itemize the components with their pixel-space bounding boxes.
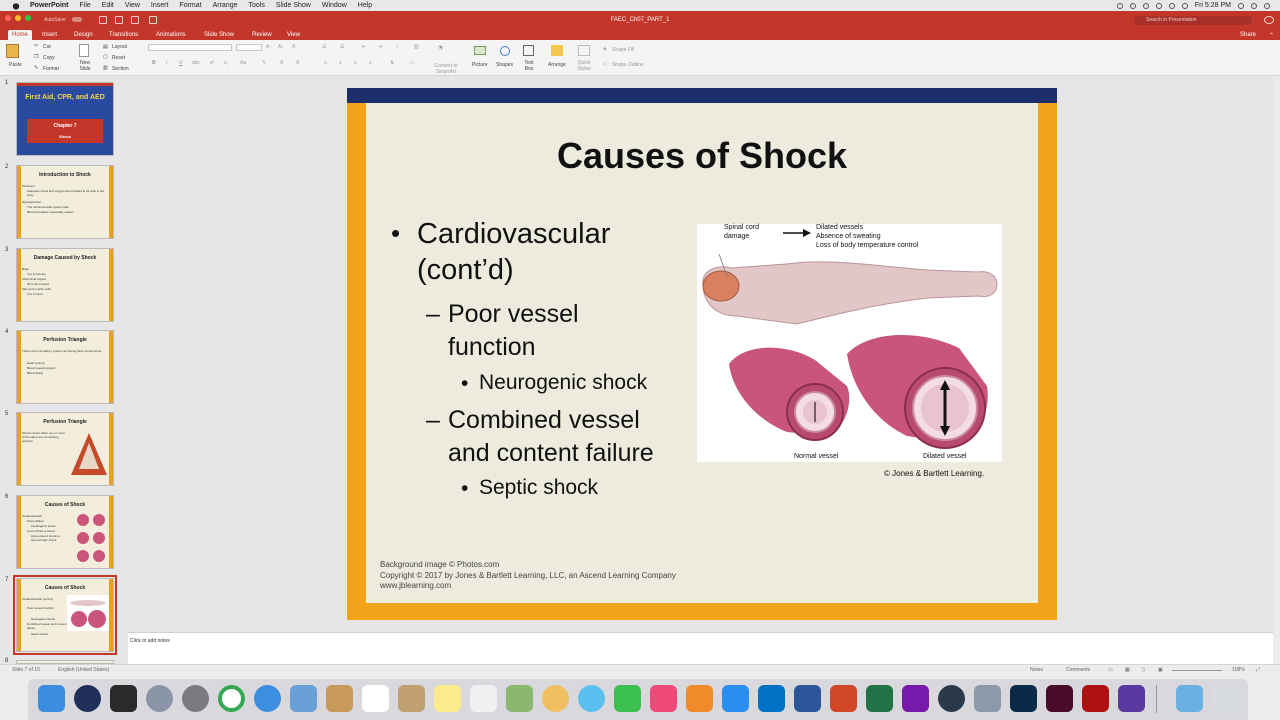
- autosave-label: AutoSave: [44, 17, 66, 23]
- quick-styles-button[interactable]: Quick Styles: [577, 60, 591, 72]
- thumb-line: 3 to 6 hours: [27, 292, 43, 296]
- scissors-icon[interactable]: ✂: [34, 43, 39, 49]
- tab-view[interactable]: View: [287, 32, 300, 38]
- thumb-subtitle: Chapter 7: [53, 123, 77, 129]
- thumb-number: 8: [5, 658, 9, 664]
- label-loss-of-temperature-control: Loss of body temperature control: [816, 242, 919, 249]
- user-icon[interactable]: [1251, 3, 1257, 9]
- bullets-icon[interactable]: ☰: [322, 44, 327, 50]
- slide-sorter-icon[interactable]: ▦: [1125, 667, 1130, 673]
- new-slide-button[interactable]: New Slide: [79, 60, 91, 72]
- spotlight-icon[interactable]: [1238, 3, 1244, 9]
- clear-format-icon[interactable]: A: [292, 44, 296, 50]
- text-box-icon[interactable]: [523, 45, 534, 56]
- slide[interactable]: [347, 88, 1057, 620]
- columns-icon[interactable]: ▥: [414, 44, 419, 50]
- menu-tools[interactable]: Tools: [248, 2, 265, 9]
- slide-thumbnail-3[interactable]: [16, 248, 114, 322]
- thumb-line: Brain: [22, 267, 30, 271]
- finder-icon[interactable]: [38, 685, 65, 712]
- font-color-icon[interactable]: A: [280, 60, 284, 66]
- thumb-line: Blood vessels (pipes): [27, 366, 56, 370]
- thumb-line: Septic shock: [31, 632, 49, 636]
- label-dilated-vessels: Dilated vessels: [816, 224, 864, 231]
- thumb-title: Perfusion Triangle: [43, 337, 87, 343]
- label-dilated-vessel: Dilated vessel: [923, 453, 967, 460]
- chrome-icon[interactable]: [218, 685, 245, 712]
- status-icon[interactable]: [1130, 3, 1136, 9]
- fit-slide-icon[interactable]: ⤢: [1256, 667, 1261, 673]
- decrease-font-icon[interactable]: A↓: [278, 44, 284, 50]
- slide-counter: Slide 7 of 10: [12, 667, 40, 673]
- thumb-line: Perfusion: [22, 184, 35, 188]
- zoom-slider[interactable]: [1172, 670, 1222, 671]
- preview-icon[interactable]: [290, 685, 317, 712]
- thumb-line: The cardiovascular system fails: [27, 205, 69, 209]
- body-vessel-drawing: [697, 224, 1002, 462]
- label-normal-vessel: Normal vessel: [794, 453, 839, 460]
- vessel-diagram-thumb: [67, 595, 109, 631]
- slide-thumbnail-2[interactable]: [16, 165, 114, 239]
- arrange-icon[interactable]: [551, 45, 563, 56]
- volume-icon[interactable]: [1169, 3, 1175, 9]
- subscript-icon[interactable]: x₂: [224, 60, 229, 66]
- thumb-title: First Aid, CPR, and AED: [25, 94, 105, 101]
- movie-app-icon[interactable]: [110, 685, 137, 712]
- thumb-title: Introduction to Shock: [39, 172, 91, 178]
- reading-view-icon[interactable]: ▯: [1142, 667, 1145, 673]
- underline-icon[interactable]: U: [179, 60, 183, 66]
- ribbon: [0, 40, 1280, 76]
- calendar-icon[interactable]: [362, 685, 389, 712]
- thumb-title: Causes of Shock: [44, 585, 86, 591]
- search-input[interactable]: Search in Presentation: [1134, 16, 1252, 25]
- dock-separator: [1156, 685, 1157, 713]
- clipboard-icon[interactable]: [6, 44, 19, 58]
- menu-help[interactable]: Help: [357, 2, 373, 9]
- thumb-line: Hypovolemic shock or hemorrhagic shock: [31, 534, 61, 542]
- thumb-line: Poor vessel function: [27, 606, 55, 610]
- menu-view[interactable]: View: [124, 2, 140, 9]
- sub-bullet-1-line-1[interactable]: Poor vessel: [448, 300, 579, 328]
- arrange-button[interactable]: Arrange: [548, 62, 566, 68]
- menu-file[interactable]: File: [79, 2, 91, 9]
- notes-placeholder[interactable]: Click to add notes: [130, 638, 170, 644]
- thumb-number: 1: [5, 80, 9, 86]
- downloads-folder-icon[interactable]: [1176, 685, 1203, 712]
- trash-icon[interactable]: [1212, 685, 1239, 712]
- thumb-title: Causes of Shock: [44, 502, 86, 508]
- slide-thumbnail-5[interactable]: [16, 412, 114, 486]
- smiley-feedback-icon[interactable]: [1264, 16, 1274, 24]
- align-left-icon[interactable]: ≡: [324, 60, 327, 66]
- launchpad-icon[interactable]: [146, 685, 173, 712]
- footer-line-3[interactable]: www.jblearning.com: [380, 581, 452, 590]
- shape-fill-button[interactable]: Shape Fill: [612, 47, 635, 53]
- slide-thumbnail-4[interactable]: [16, 330, 114, 404]
- convert-smartart-button[interactable]: Convert to SmartArt: [434, 63, 458, 75]
- numbering-icon[interactable]: ☰: [340, 44, 345, 50]
- new-slide-icon[interactable]: [79, 44, 89, 57]
- tab-animations[interactable]: Animations: [156, 32, 186, 38]
- picture-icon[interactable]: [474, 46, 486, 55]
- comments-toggle[interactable]: Comments: [1066, 667, 1091, 673]
- menu-arrange[interactable]: Arrange: [212, 2, 238, 9]
- shape-fill-icon[interactable]: ◈: [603, 46, 607, 52]
- section-icon: ▥: [103, 65, 108, 71]
- thumb-number: 3: [5, 247, 9, 253]
- ibooks-icon[interactable]: [686, 685, 713, 712]
- thumb-line: Cardiogenic shock: [31, 524, 56, 528]
- indesign-icon[interactable]: [1046, 685, 1073, 712]
- thumb-line: Skin and muscle cells: [22, 287, 51, 291]
- system-preferences-icon[interactable]: [182, 685, 209, 712]
- sub-sub-bullet-2[interactable]: Septic shock: [479, 476, 599, 499]
- sub-bullet-1-line-2[interactable]: function: [448, 333, 536, 361]
- photoshop-icon[interactable]: [1010, 685, 1037, 712]
- thumb-number: 5: [5, 411, 9, 417]
- stickies-icon[interactable]: [434, 685, 461, 712]
- shock-illustration[interactable]: [697, 224, 1002, 462]
- format-painter-button[interactable]: Format: [43, 66, 59, 72]
- thumb-line: Abdominal organs: [22, 277, 47, 281]
- wifi-icon[interactable]: [1156, 3, 1162, 9]
- thumb-line: Blood circulation eventually ceases: [27, 210, 74, 214]
- notes-pane[interactable]: [128, 632, 1273, 664]
- messages-icon[interactable]: [578, 685, 605, 712]
- strikethrough-icon[interactable]: abc: [192, 60, 201, 66]
- thumb-number: 6: [5, 494, 9, 500]
- siri-icon[interactable]: [74, 685, 101, 712]
- thumb-number: 2: [5, 164, 9, 170]
- menu-bar: [0, 0, 1280, 11]
- zoom-level[interactable]: 108%: [1232, 667, 1245, 673]
- slide-thumbnail-7[interactable]: [16, 578, 114, 652]
- change-case-icon[interactable]: Aa: [240, 60, 247, 66]
- thumb-number: 7: [5, 577, 9, 583]
- reset-button[interactable]: Reset: [112, 55, 126, 61]
- app-store-icon[interactable]: [722, 685, 749, 712]
- collapse-ribbon-icon[interactable]: ⌃: [1268, 33, 1274, 39]
- status-icon[interactable]: [1117, 3, 1123, 9]
- notes-app-icon[interactable]: [398, 685, 425, 712]
- thumb-line: Hypoperfusion: [22, 200, 42, 204]
- facetime-icon[interactable]: [614, 685, 641, 712]
- tab-home[interactable]: Home: [8, 30, 32, 40]
- footer-line-2[interactable]: Copyright © 2017 by Jones & Bartlett Learning, LLC, an Ascend Learning Company: [380, 571, 676, 580]
- onenote-icon[interactable]: [902, 685, 929, 712]
- normal-view-icon[interactable]: ▭: [1108, 667, 1113, 673]
- label-spinal-cord-line-1: Spinal cord: [724, 224, 760, 231]
- highlight-icon[interactable]: ✎: [262, 60, 267, 66]
- apple-icon[interactable]: [12, 2, 20, 10]
- superscript-icon[interactable]: x²: [210, 60, 215, 66]
- photos-icon[interactable]: [542, 685, 569, 712]
- tab-slide-show[interactable]: Slide Show: [204, 32, 235, 38]
- image-capture-icon[interactable]: [974, 685, 1001, 712]
- picture-button[interactable]: Picture: [472, 62, 488, 68]
- label-absence-of-sweating: Absence of sweating: [816, 233, 881, 240]
- thumb-title: Perfusion Triangle: [43, 419, 87, 425]
- smartart-icon[interactable]: ⬔: [438, 45, 443, 51]
- thumb-line: 4 to 6 minutes: [27, 272, 46, 276]
- shapes-icon[interactable]: [500, 46, 510, 56]
- thumb-line: Combined vessel and content failure: [27, 622, 67, 630]
- bullet-dot: •: [391, 218, 401, 248]
- align-right-icon[interactable]: ≡: [354, 60, 357, 66]
- italic-icon[interactable]: I: [166, 60, 168, 66]
- text-effects-icon[interactable]: A: [296, 60, 300, 66]
- contacts-icon[interactable]: [326, 685, 353, 712]
- acrobat-icon[interactable]: [1082, 685, 1109, 712]
- language-indicator[interactable]: English (United States): [58, 667, 110, 673]
- outlook-icon[interactable]: [758, 685, 785, 712]
- bold-icon[interactable]: B: [152, 60, 156, 66]
- tab-design[interactable]: Design: [74, 32, 93, 38]
- menu-insert[interactable]: Insert: [150, 2, 169, 9]
- text-direction-icon[interactable]: ⇅: [390, 60, 395, 66]
- thumb-number: 4: [5, 329, 9, 335]
- thumb-line: Blood (fluid): [27, 371, 44, 375]
- reset-icon: ▢: [103, 54, 108, 60]
- dock: [28, 679, 1248, 720]
- bullet-dot: •: [461, 477, 469, 500]
- bullet-dot: •: [461, 372, 469, 395]
- text-box-button[interactable]: Text Box: [524, 60, 534, 72]
- sub-bullet-2-line-1[interactable]: Combined vessel: [448, 406, 640, 434]
- brush-icon[interactable]: ✎: [34, 65, 39, 71]
- sub-bullet-dash: –: [426, 406, 440, 434]
- font-name-field[interactable]: [148, 44, 232, 51]
- thumb-line: Neurogenic shock: [31, 617, 56, 621]
- thumb-line: Pump failure: [27, 519, 44, 523]
- tab-review[interactable]: Review: [252, 32, 272, 38]
- reminders-icon[interactable]: [470, 685, 497, 712]
- sub-sub-bullet-1[interactable]: Neurogenic shock: [479, 371, 648, 394]
- heart-diagram: [73, 512, 109, 564]
- menu-window[interactable]: Window: [321, 2, 347, 9]
- imovie-icon[interactable]: [1118, 685, 1145, 712]
- increase-indent-icon[interactable]: ⇥: [378, 44, 383, 50]
- thumb-line: Loss of fluid or blood: [27, 529, 55, 533]
- menu-app-name[interactable]: PowerPoint: [30, 2, 69, 9]
- thumb-line: Adequate blood and oxygen are provided to all cells in the body: [27, 189, 105, 197]
- quick-styles-icon[interactable]: [578, 45, 590, 56]
- menu-slide-show[interactable]: Slide Show: [275, 2, 311, 9]
- slide-title[interactable]: Causes of Shock: [556, 135, 848, 176]
- status-bar: [0, 664, 1280, 675]
- thumb-line: Heart (pump): [27, 361, 45, 365]
- shapes-button[interactable]: Shapes: [496, 62, 513, 68]
- window-title-bar: [0, 11, 1280, 30]
- justify-icon[interactable]: ≡: [369, 60, 372, 66]
- thumb-line: Cardiovascular (cont'd): [22, 597, 53, 601]
- bullet-1-line-1[interactable]: Cardiovascular: [417, 218, 611, 250]
- align-center-icon[interactable]: ≡: [339, 60, 342, 66]
- status-icon[interactable]: [1143, 3, 1149, 9]
- decrease-indent-icon[interactable]: ⇤: [362, 44, 367, 50]
- thumb-line: Shock occurs when one or more of the sides are not working properly.: [22, 431, 66, 443]
- sub-bullet-2-line-2[interactable]: and content failure: [448, 439, 654, 467]
- slide-top-bar: [347, 88, 1057, 103]
- increase-font-icon[interactable]: A↑: [266, 44, 272, 50]
- image-credit[interactable]: © Jones & Bartlett Learning.: [884, 469, 985, 478]
- clock[interactable]: Fri 5:28 PM: [1194, 2, 1231, 9]
- line-spacing-icon[interactable]: ↕: [396, 44, 399, 50]
- menu-edit[interactable]: Edit: [101, 2, 114, 9]
- word-icon[interactable]: [794, 685, 821, 712]
- shape-outline-icon[interactable]: ◇: [603, 61, 607, 67]
- notification-center-icon[interactable]: [1264, 3, 1270, 9]
- align-text-icon[interactable]: ▭: [410, 60, 415, 66]
- shape-outline-button[interactable]: Shape Outline: [612, 62, 644, 68]
- thumb-line: Think of the circulatory system as having three components:: [22, 349, 102, 353]
- tab-transitions[interactable]: Transitions: [109, 32, 139, 38]
- maps-icon[interactable]: [506, 685, 533, 712]
- itunes-icon[interactable]: [650, 685, 677, 712]
- slide-thumbnail-6[interactable]: [16, 495, 114, 569]
- thumb-title: Damage Caused by Shock: [33, 255, 97, 261]
- label-spinal-cord-line-2: damage: [724, 233, 750, 240]
- menu-format[interactable]: Format: [179, 2, 202, 9]
- ribbon-tabs: [0, 30, 1280, 40]
- safari-icon[interactable]: [254, 685, 281, 712]
- font-size-field[interactable]: [236, 44, 262, 51]
- copy-button[interactable]: Copy: [43, 55, 55, 61]
- slide-thumbnail-1[interactable]: [16, 82, 114, 156]
- paste-button[interactable]: Paste: [9, 62, 22, 68]
- battery-icon[interactable]: [1182, 3, 1188, 9]
- tab-insert[interactable]: Insert: [42, 32, 58, 38]
- thumb-subtitle-2: Shock: [58, 134, 71, 139]
- document-title: FAEC_Ch07_PART_1: [610, 17, 670, 23]
- section-button[interactable]: Section: [112, 66, 129, 72]
- excel-icon[interactable]: [866, 685, 893, 712]
- notes-toggle[interactable]: Notes: [1030, 667, 1044, 673]
- sub-bullet-dash: –: [426, 300, 440, 328]
- thumb-accent: [17, 83, 113, 86]
- share-button[interactable]: Share: [1239, 32, 1256, 38]
- powerpoint-icon[interactable]: [830, 685, 857, 712]
- slideshow-view-icon[interactable]: ▣: [1158, 667, 1163, 673]
- bullet-1-line-2[interactable]: (cont’d): [417, 254, 514, 286]
- perfusion-triangle-diagram: [69, 429, 109, 479]
- cut-button[interactable]: Cut: [43, 44, 51, 50]
- copy-icon[interactable]: ❐: [34, 54, 39, 60]
- layout-icon: ▤: [103, 44, 108, 50]
- thumb-line: Cardiovascular: [22, 514, 43, 518]
- quicktime-icon[interactable]: [938, 685, 965, 712]
- footer-line-1[interactable]: Background image © Photos.com: [380, 560, 500, 569]
- thumb-line: 45 to 90 minutes: [27, 282, 50, 286]
- layout-button[interactable]: Layout: [112, 44, 128, 50]
